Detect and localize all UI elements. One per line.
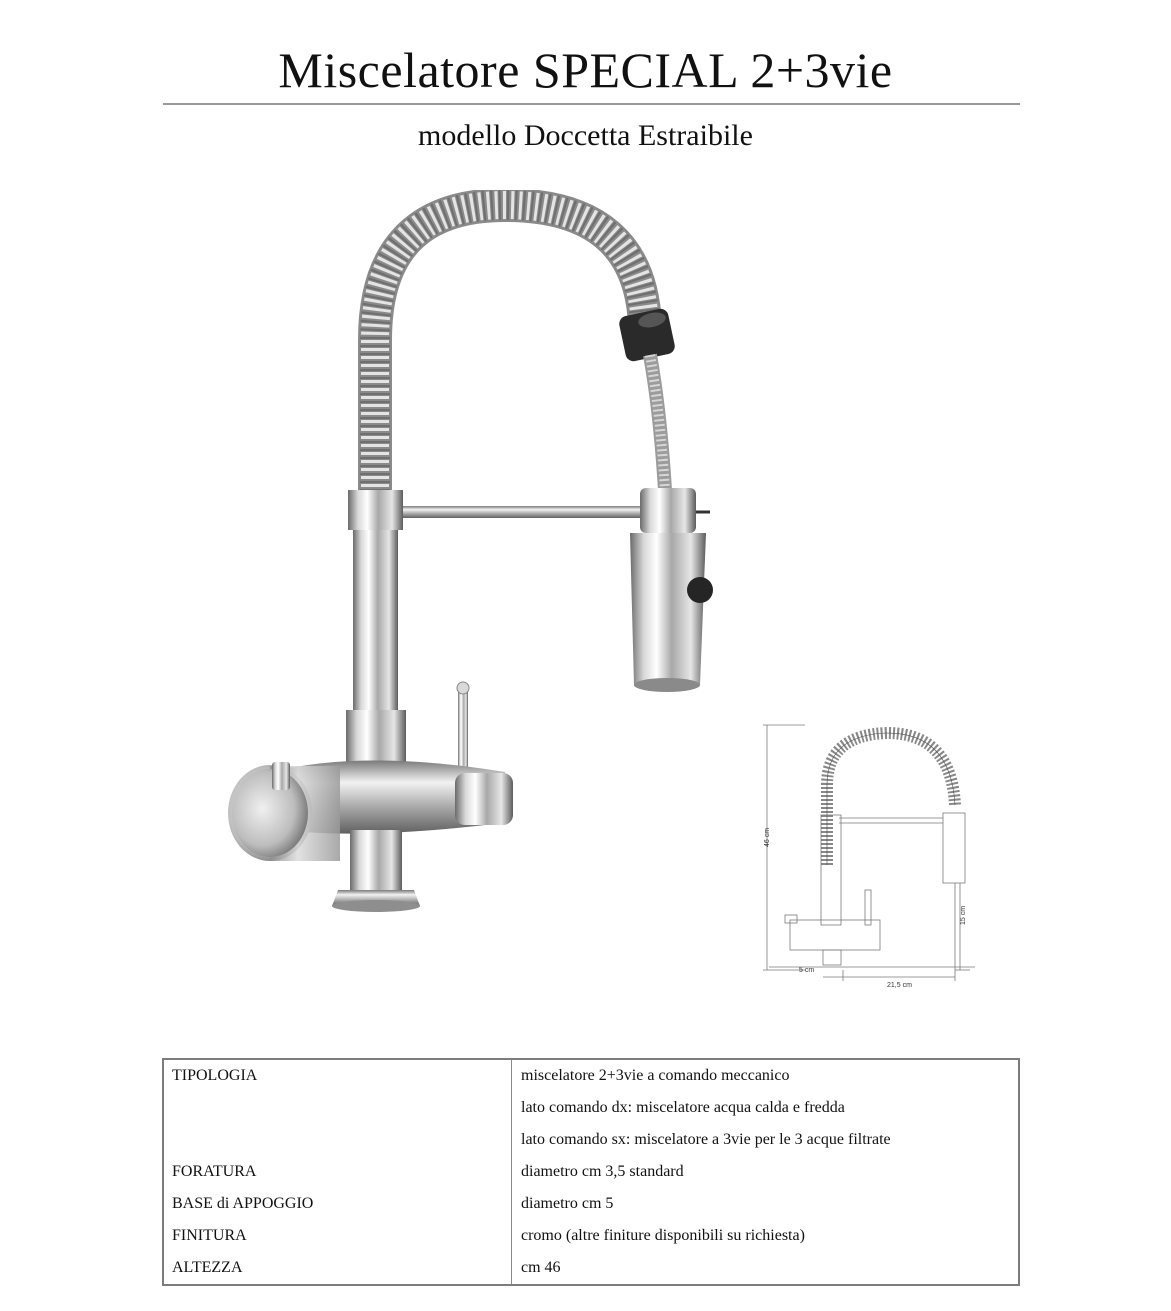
spec-value: cm 46 (521, 1259, 561, 1276)
table-row (163, 1059, 1019, 1092)
table-row (163, 1252, 1019, 1285)
spec-label (163, 1124, 512, 1156)
page-title: Miscelatore SPECIAL 2+3vie (278, 42, 893, 98)
spec-value: lato comando sx: miscelatore a 3vie per le 3 acque filtrate (521, 1131, 891, 1148)
faucet-dimension-drawing (755, 715, 985, 990)
table-row (163, 1220, 1019, 1252)
table-row (163, 1156, 1019, 1188)
spec-label: ALTEZZA (163, 1252, 512, 1285)
spec-value: lato comando dx: miscelatore acqua calda e fredda (521, 1099, 845, 1116)
faucet-product-photo (220, 190, 740, 920)
table-row (163, 1124, 1019, 1156)
spec-label: FORATURA (163, 1156, 512, 1188)
spec-value: miscelatore 2+3vie a comando meccanico (521, 1067, 790, 1084)
spec-value: diametro cm 3,5 standard (521, 1163, 684, 1180)
table-row (163, 1092, 1019, 1124)
spec-value: diametro cm 5 (521, 1195, 614, 1212)
specifications-table (162, 1058, 1020, 1286)
spout-height-dimension-label: 15 cm (960, 905, 967, 925)
spec-label: FINITURA (163, 1220, 512, 1252)
page-subtitle: modello Doccetta Estraibile (418, 119, 753, 152)
spec-label: BASE di APPOGGIO (163, 1188, 512, 1220)
spec-label: TIPOLOGIA (163, 1059, 512, 1092)
spec-label (163, 1092, 512, 1124)
spec-value: cromo (altre finiture disponibili su richiesta) (521, 1227, 805, 1244)
reach-dimension-label: 21,5 cm (887, 982, 912, 989)
title-divider (163, 103, 1020, 105)
base-dimension-label: 5 cm (799, 967, 815, 974)
table-row (163, 1188, 1019, 1220)
height-dimension-label: 46 cm (764, 827, 771, 847)
